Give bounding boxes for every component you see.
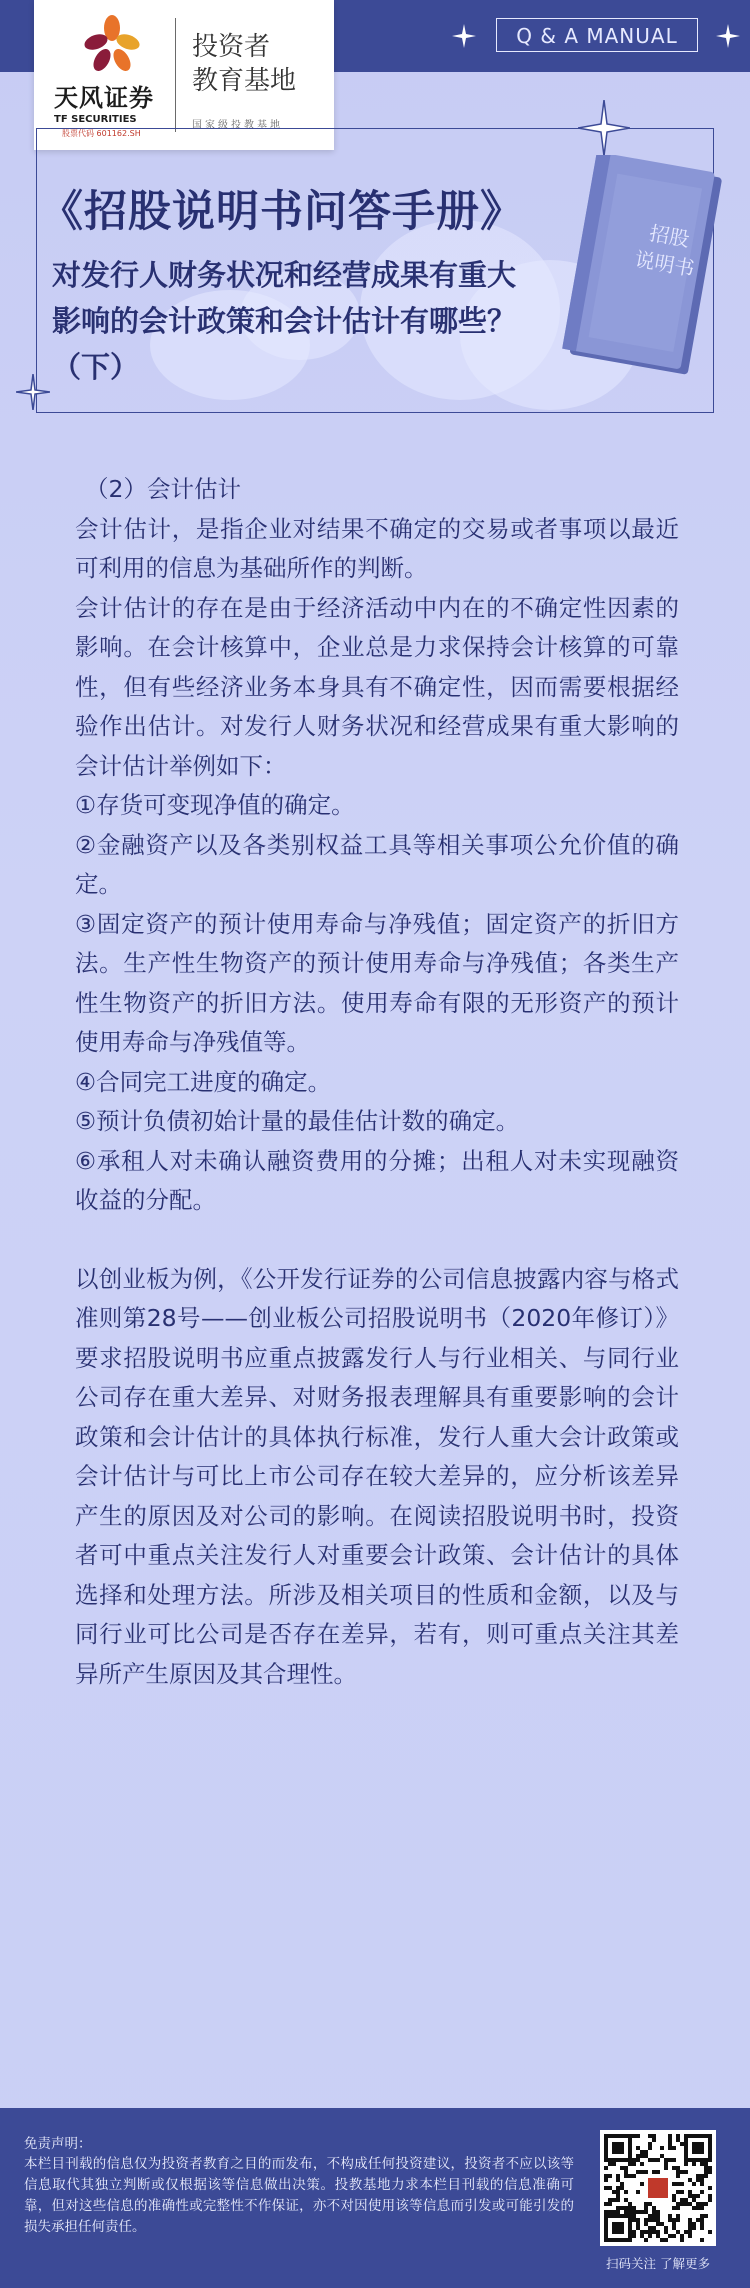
list-item: ⑥承租人对未确认融资费用的分摊；出租人对未实现融资收益的分配。 bbox=[75, 1146, 679, 1214]
list-item: ②金融资产以及各类别权益工具等相关事项公允价值的确定。 bbox=[75, 830, 679, 898]
investor-base-title: 投资者 教育基地 bbox=[192, 32, 297, 96]
sparkle-icon bbox=[716, 24, 740, 48]
sparkle-icon bbox=[578, 100, 630, 156]
sparkle-icon bbox=[452, 24, 476, 48]
sparkle-icon bbox=[16, 374, 50, 410]
investor-base-subtitle: 国家级投教基地 bbox=[192, 120, 283, 131]
article-body bbox=[75, 470, 679, 1694]
qr-caption: 扫码关注 了解更多 bbox=[606, 2256, 710, 2271]
brand-name-en: TF SECURITIES bbox=[54, 114, 137, 125]
brand-name-cn: 天风证券 bbox=[54, 84, 154, 112]
footer bbox=[0, 2108, 750, 2288]
page-subtitle: 对发行人财务状况和经营成果有重大 影响的会计政策和会计估计有哪些？ （下） bbox=[52, 258, 517, 384]
section-heading: （2）会计估计 bbox=[85, 475, 241, 503]
qa-manual-label: Q & A MANUAL bbox=[496, 18, 698, 52]
logo-divider bbox=[175, 18, 176, 132]
list-item: ⑤预计负债初始计量的最佳估计数的确定。 bbox=[75, 1107, 520, 1135]
list-item: ③固定资产的预计使用寿命与净残值；固定资产的折旧方法。生产性生物资产的预计使用寿命与净残值；各类生产性生物资产的折旧方法。使用寿命有限的无形资产的预计使用寿命与净残值等。 bbox=[75, 909, 679, 1056]
paragraph: 会计估计的存在是由于经济活动中内在的不确定性因素的影响。在会计核算中，企业总是力求保持会计核算的可靠性，但有些经济业务本身具有不确定性，因而需要根据经验作出估计。对发行人财务状况和经营成果有重大影响的会计估计举例如下： bbox=[75, 593, 679, 780]
spacer bbox=[75, 1221, 679, 1260]
paragraph: 以创业板为例，《公开发行证券的公司信息披露内容与格式准则第28号——创业板公司招股说明书（2020年修订）》要求招股说明书应重点披露发行人与行业相关、与同行业公司存在重大差异、对财务报表理解具有重要影响的会计政策和会计估计的具体执行标准，发行人重大会计政策或会计估计与可比上市公司存在较大差异的，应分析该差异产生的原因及对公司的影响。在阅读招股说明书时，投资者可中重点关注发行人对重要会计政策、会计估计的具体选择和处理方法。所涉及相关项目的性质和金额，以及与同行业可比公司是否存在差异，若有，则可重点关注其差异所产生原因及其合理性。 bbox=[75, 1264, 679, 1688]
list-item: ①存货可变现净值的确定。 bbox=[75, 791, 355, 819]
tianfeng-flower-logo-icon bbox=[82, 14, 142, 74]
paragraph: 会计估计，是指企业对结果不确定的交易或者事项以最近可利用的信息为基础所作的判断。 bbox=[75, 514, 679, 582]
book-label: 招股 说明书 bbox=[632, 220, 697, 281]
qr-code-icon[interactable] bbox=[600, 2130, 716, 2246]
disclaimer-text: 本栏目刊载的信息仅为投资者教育之目的而发布，不构成任何投资建议，投资者不应以该等信息取代其独立判断或仅根据该等信息做出决策。投教基地力求本栏目刊载的信息准确可靠，但对这些信息的准确性或完整性不作保证，亦不对因使用该等信息而引发或可能引发的损失承担任何责任。 bbox=[24, 2156, 574, 2235]
disclaimer-title: 免责声明： bbox=[24, 2136, 92, 2152]
stock-code: 股票代码 601162.SH bbox=[62, 129, 141, 138]
page-title: 《招股说明书问答手册》 bbox=[40, 187, 524, 237]
list-item: ④合同完工进度的确定。 bbox=[75, 1067, 332, 1096]
